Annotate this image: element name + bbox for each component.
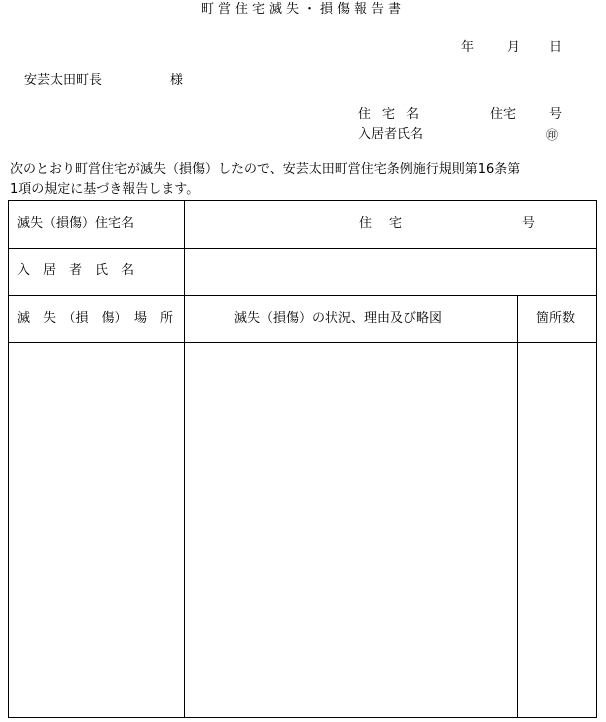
resident-name-input-area[interactable] <box>185 251 595 293</box>
damage-status-header: 滅失（損傷）の状況、理由及び略図 <box>234 311 443 326</box>
addressee-name: 安芸太田町長 <box>24 73 103 88</box>
housing-value-prefix: 住 宅 <box>359 216 405 231</box>
table-row-divider <box>9 342 596 343</box>
date-month: 月 <box>507 40 521 55</box>
date-year: 年 <box>461 40 475 55</box>
housing-name-suffix: 号 <box>549 107 563 122</box>
damage-location-header: 滅 失 （損 傷） 場 所 <box>17 311 174 326</box>
resident-name-cell-label: 入 居 者 氏 名 <box>17 263 135 278</box>
body-text-line1: 次のとおり町営住宅が滅失（損傷）したので、安芸太田町営住宅条例施行規則第16条第 <box>10 162 521 177</box>
report-table <box>8 200 597 718</box>
body-text-line2: 1項の規定に基づき報告します。 <box>10 182 200 197</box>
date-day: 日 <box>549 40 563 55</box>
table-col-divider <box>517 295 518 717</box>
housing-name-label: 住宅名 <box>358 107 431 122</box>
housing-value-suffix: 号 <box>522 216 536 231</box>
damage-count-area[interactable] <box>519 344 595 714</box>
damaged-housing-label: 滅失（損傷）住宅名 <box>17 216 135 231</box>
addressee-honorific: 様 <box>170 73 184 88</box>
housing-name-prefix: 住宅 <box>490 107 517 122</box>
seal-mark: ㊞ <box>546 128 559 142</box>
damage-status-area[interactable] <box>186 344 515 714</box>
damage-location-area[interactable] <box>10 344 182 714</box>
damage-count-header: 箇所数 <box>536 311 576 326</box>
document-title: 町営住宅滅失・損傷報告書 <box>200 2 405 17</box>
resident-name-label: 入居者氏名 <box>358 127 424 142</box>
table-row-divider <box>9 295 596 296</box>
table-row-divider <box>9 248 596 249</box>
